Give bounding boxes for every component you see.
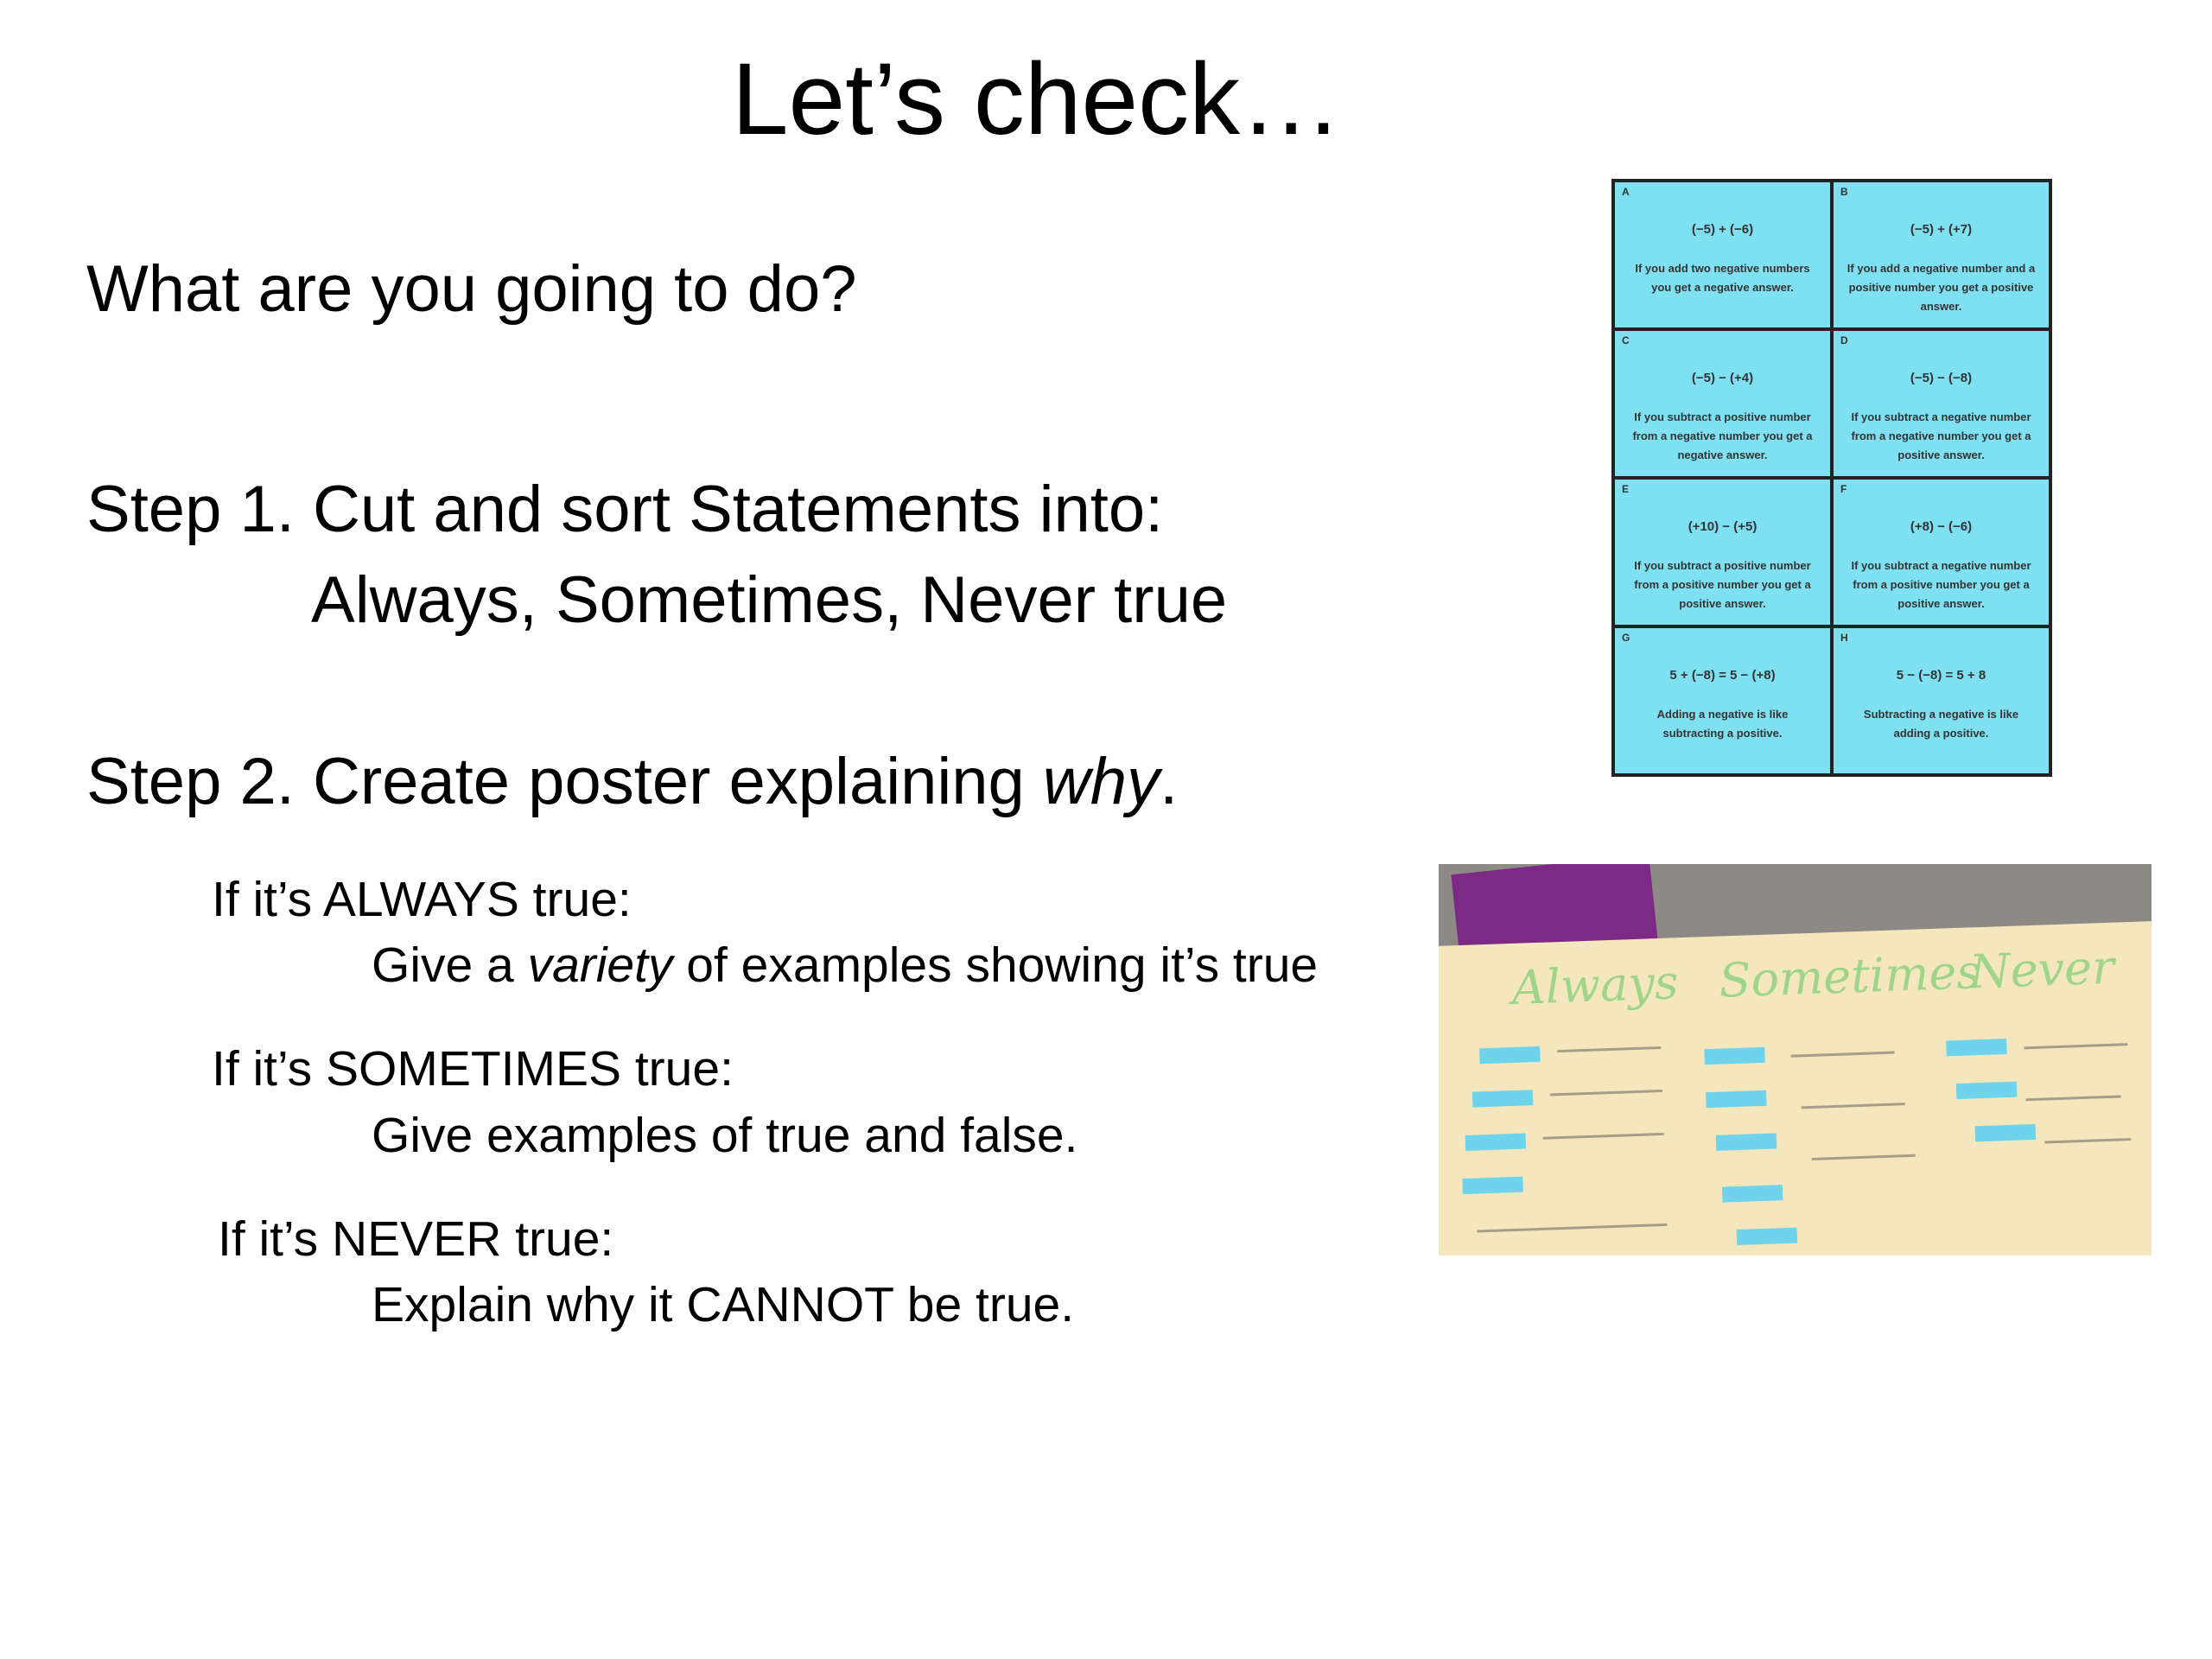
poster-label-sometimes: Sometimes	[1718, 944, 1981, 1008]
handwriting	[1543, 1133, 1664, 1140]
card-statement: Subtracting a negative is like adding a positive.	[1863, 708, 2019, 740]
handwriting	[1550, 1090, 1662, 1096]
poster-card	[1946, 1039, 2007, 1056]
card-expression: (−5) + (+7)	[1910, 222, 1973, 237]
poster-card	[1706, 1090, 1767, 1108]
poster-card	[1472, 1090, 1534, 1107]
step2-prefix: Step 2. Create poster explaining	[86, 745, 1043, 818]
card-letter: C	[1622, 334, 1630, 346]
always-heading: If it’s ALWAYS true:	[212, 872, 632, 927]
card-h	[1834, 628, 2049, 773]
always-suffix: of examples showing it’s true	[672, 938, 1319, 993]
card-expression: 5 + (−8) = 5 − (+8)	[1669, 668, 1776, 683]
card-expression: (+10) − (+5)	[1688, 519, 1758, 534]
always-emphasis: variety	[527, 938, 673, 993]
always-detail	[372, 936, 1318, 995]
card-e	[1615, 480, 1830, 625]
poster-card	[1956, 1082, 2018, 1099]
card-statement: Adding a negative is like subtracting a positive.	[1656, 708, 1789, 740]
card-letter: D	[1840, 334, 1848, 346]
poster-card	[1975, 1124, 2037, 1141]
step1-line1: Step 1. Cut and sort Statements into:	[86, 473, 1164, 546]
card-expression: (+8) − (−6)	[1910, 519, 1973, 534]
question-text: What are you going to do?	[86, 252, 857, 326]
card-b	[1834, 182, 2049, 327]
card-letter: E	[1622, 483, 1630, 495]
card-expression: (−5) − (+4)	[1691, 371, 1754, 385]
poster-card	[1737, 1228, 1798, 1245]
step2-emphasis: why	[1042, 745, 1160, 818]
never-detail: Explain why it CANNOT be true.	[372, 1277, 1075, 1332]
poster-card	[1704, 1047, 1765, 1065]
card-statement: If you subtract a negative number from a negative number you get a positive answer.	[1851, 410, 2031, 461]
handwriting	[2025, 1095, 2120, 1101]
poster-card	[1479, 1046, 1541, 1064]
card-letter: H	[1840, 632, 1848, 644]
card-statement: If you subtract a positive number from a negative number you get a negative answer.	[1632, 410, 1813, 461]
card-letter: A	[1622, 186, 1630, 198]
poster-label-never: Never	[1968, 939, 2115, 1000]
step1-line2: Always, Sometimes, Never true	[311, 563, 1228, 637]
poster-card	[1462, 1177, 1523, 1194]
step2-suffix: .	[1160, 745, 1179, 818]
poster-label-always: Always	[1510, 955, 1680, 1015]
sometimes-heading: If it’s SOMETIMES true:	[212, 1041, 734, 1096]
handwriting	[1791, 1052, 1895, 1058]
card-d	[1834, 331, 2049, 476]
card-letter: B	[1840, 186, 1848, 198]
statement-cards-grid	[1611, 179, 2052, 777]
card-statement: If you add a negative number and a positive number you get a positive answer.	[1847, 262, 2036, 313]
poster-paper	[1439, 919, 2152, 1255]
never-heading: If it’s NEVER true:	[218, 1211, 614, 1267]
handwriting	[2044, 1138, 2131, 1143]
handwriting	[1802, 1103, 1905, 1109]
card-letter: G	[1622, 632, 1630, 644]
card-a	[1615, 182, 1830, 327]
card-expression: (−5) + (−6)	[1691, 222, 1754, 237]
handwriting	[2024, 1043, 2127, 1049]
card-letter: F	[1840, 483, 1847, 495]
poster-card	[1716, 1133, 1777, 1150]
slide-title: Let’s check…	[731, 42, 1343, 156]
always-prefix: Give a	[372, 938, 528, 993]
card-statement: If you subtract a positive number from a positive number you get a positive answer.	[1634, 559, 1811, 610]
card-statement: If you add two negative numbers you get a negative answer.	[1635, 262, 1810, 294]
card-g	[1615, 628, 1830, 773]
poster-photo	[1439, 864, 2152, 1255]
card-c	[1615, 331, 1830, 476]
card-statement: If you subtract a negative number from a positive number you get a positive answer.	[1851, 559, 2031, 610]
step2-text	[86, 743, 1178, 821]
poster-card	[1722, 1185, 1783, 1202]
sometimes-detail: Give examples of true and false.	[372, 1108, 1078, 1163]
card-expression: 5 − (−8) = 5 + 8	[1896, 668, 1986, 683]
handwriting	[1557, 1046, 1661, 1052]
poster-card	[1465, 1134, 1527, 1151]
card-f	[1834, 480, 2049, 625]
handwriting	[1812, 1154, 1916, 1160]
handwriting	[1477, 1224, 1667, 1233]
card-expression: (−5) − (−8)	[1910, 371, 1973, 385]
